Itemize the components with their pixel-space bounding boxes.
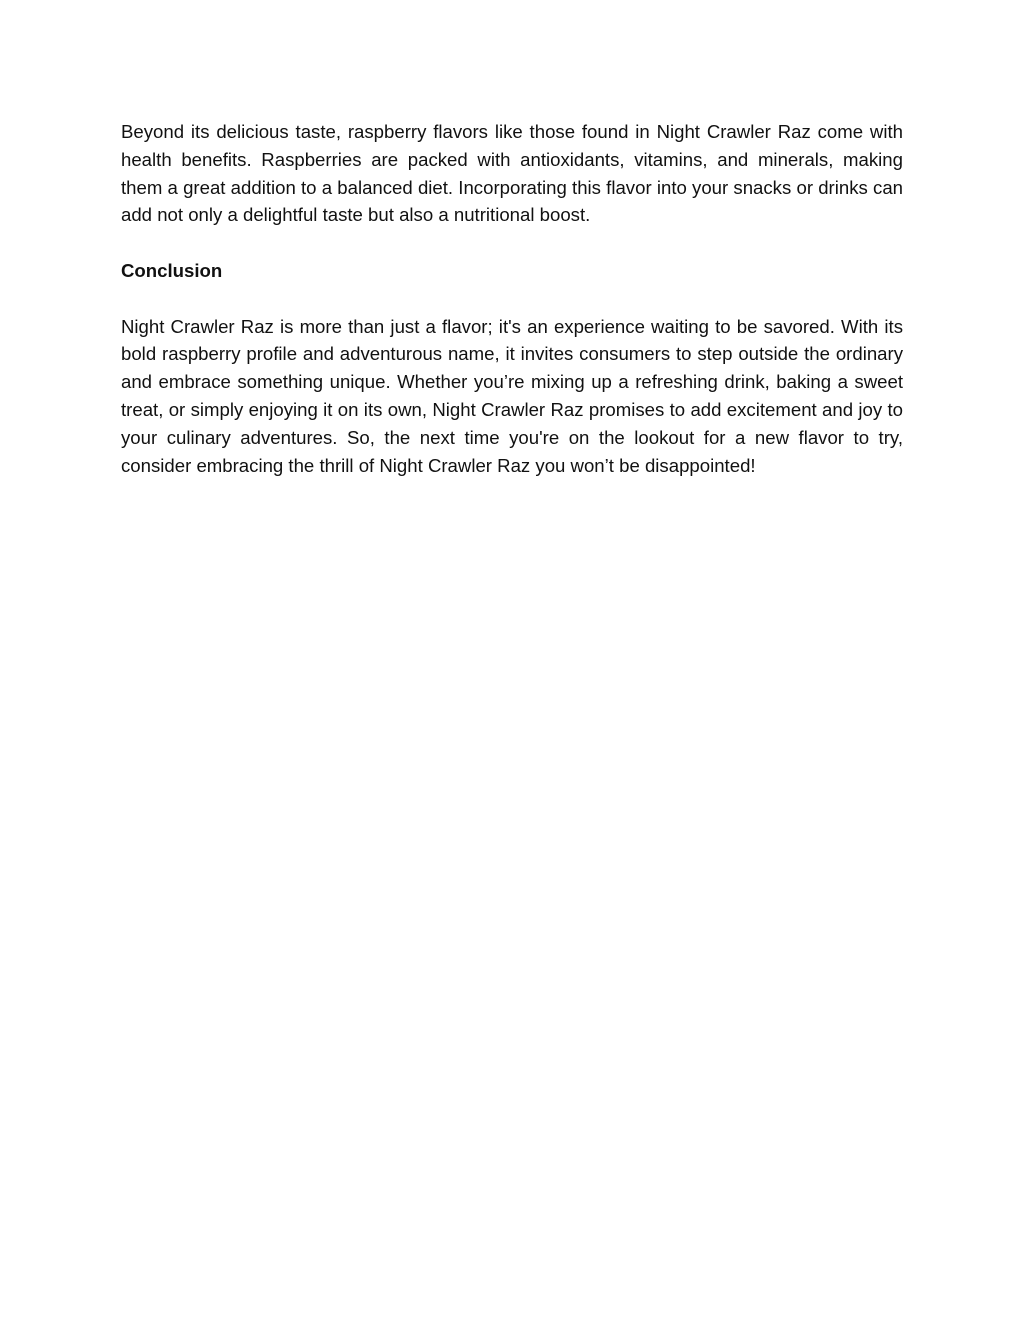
- document-body: [121, 118, 903, 479]
- conclusion-paragraph: Night Crawler Raz is more than just a flavor; it's an experience waiting to be savored. With its bold raspberry profile and adventurous name, it invites consumers to step outside the ordinary and embrace something unique. Whether you’re mixing up a refreshing drink, baking a sweet treat, or simply enjoying it on its own, Night Crawler Raz promises to add excitement and joy to your culinary adventures. So, the next time you're on the lookout for a new flavor to try, consider embracing the thrill of Night Crawler Raz you won’t be disappointed!: [121, 315, 903, 476]
- health-benefits-paragraph: Beyond its delicious taste, raspberry flavors like those found in Night Crawler Raz come with health benefits. Raspberries are packed with antioxidants, vitamins, and minerals, making them a great addition to a balanced diet. Incorporating this flavor into your snacks or drinks can add not only a delightful taste but also a nutritional boost.: [121, 121, 903, 226]
- conclusion-heading: Conclusion: [121, 259, 223, 281]
